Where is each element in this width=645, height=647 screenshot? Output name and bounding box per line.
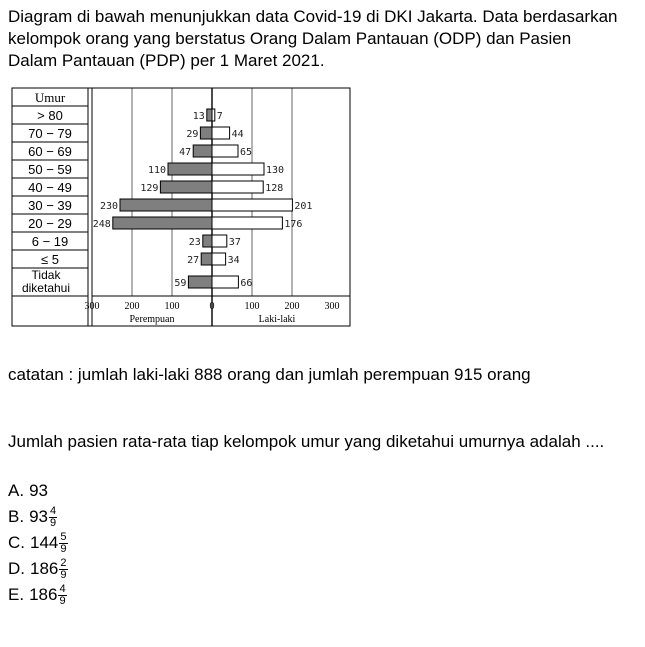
option-fraction xyxy=(58,584,66,607)
value-label-laki-laki: 66 xyxy=(240,278,253,289)
value-label-laki-laki: 34 xyxy=(227,255,240,266)
value-label-perempuan: 129 xyxy=(140,183,159,194)
fraction-numerator: 5 xyxy=(60,530,67,543)
intro-line-3: Dalam Pantauan (PDP) per 1 Maret 2021. xyxy=(8,51,325,70)
bar-laki-laki xyxy=(212,253,226,265)
fraction-denominator: 9 xyxy=(60,568,67,581)
x-tick-label: 100 xyxy=(164,301,180,312)
bar-perempuan xyxy=(207,109,212,121)
intro-line-2: kelompok orang yang berstatus Orang Dalam Pantauan (ODP) dan Pasien xyxy=(8,29,572,48)
option-b[interactable] xyxy=(8,504,68,530)
option-letter: B. xyxy=(8,507,25,526)
fraction-numerator: 2 xyxy=(60,556,67,569)
bar-perempuan xyxy=(193,145,212,157)
value-label-laki-laki: 7 xyxy=(216,111,223,122)
bar-perempuan xyxy=(160,181,212,193)
option-fraction xyxy=(59,558,67,581)
value-label-laki-laki: 65 xyxy=(240,147,253,158)
category-label: 40 − 49 xyxy=(28,180,72,195)
bar-laki-laki xyxy=(212,276,238,288)
category-header: Umur xyxy=(34,90,66,105)
value-label-perempuan: 59 xyxy=(174,278,187,289)
value-label-laki-laki: 176 xyxy=(284,219,303,230)
category-label: ≤ 5 xyxy=(41,252,59,267)
bar-laki-laki xyxy=(212,235,227,247)
bar-perempuan xyxy=(201,253,212,265)
x-tick-label: 0 xyxy=(209,301,215,312)
bar-perempuan xyxy=(168,163,212,175)
category-label: 50 − 59 xyxy=(28,162,72,177)
bar-perempuan xyxy=(113,217,212,229)
option-whole: 93 xyxy=(29,481,48,500)
x-tick-label: 100 xyxy=(244,301,260,312)
bar-perempuan xyxy=(200,127,212,139)
x-tick-label: 200 xyxy=(284,301,300,312)
value-label-perempuan: 248 xyxy=(92,219,111,230)
option-a[interactable] xyxy=(8,478,68,504)
category-label: > 80 xyxy=(37,108,63,123)
intro-line-1: Diagram di bawah menunjukkan data Covid-19 di DKI Jakarta. Data berdasarkan xyxy=(8,7,618,26)
value-label-perempuan: 27 xyxy=(187,255,200,266)
answer-options xyxy=(8,478,68,608)
option-e[interactable] xyxy=(8,582,68,608)
x-tick-label: 200 xyxy=(124,301,140,312)
option-fraction xyxy=(59,532,67,555)
value-label-perempuan: 230 xyxy=(99,201,118,212)
option-letter: C. xyxy=(8,533,25,552)
option-whole: 144 xyxy=(30,533,59,552)
fraction-numerator: 4 xyxy=(59,582,66,595)
option-c[interactable] xyxy=(8,530,68,556)
value-label-laki-laki: 128 xyxy=(265,183,284,194)
bar-laki-laki xyxy=(212,181,263,193)
x-axis-title-laki-laki: Laki-laki xyxy=(258,314,296,325)
value-label-perempuan: 47 xyxy=(179,147,192,158)
option-letter: A. xyxy=(8,481,25,500)
value-label-laki-laki: 37 xyxy=(228,237,241,248)
value-label-perempuan: 29 xyxy=(186,129,199,140)
option-letter: D. xyxy=(8,559,25,578)
value-label-laki-laki: 130 xyxy=(266,165,285,176)
x-tick-label: 300 xyxy=(324,301,340,312)
category-label: 30 − 39 xyxy=(28,198,72,213)
category-label: Tidak xyxy=(31,268,61,282)
fraction-numerator: 4 xyxy=(49,504,57,517)
category-label: 60 − 69 xyxy=(28,144,72,159)
option-whole: 93 xyxy=(29,507,48,526)
bar-laki-laki xyxy=(212,109,215,121)
value-label-perempuan: 110 xyxy=(147,165,166,176)
value-label-laki-laki: 44 xyxy=(231,129,244,140)
question-text: Jumlah pasien rata-rata tiap kelompok umur yang diketahui umurnya adalah .... xyxy=(8,432,605,451)
x-axis-title-perempuan: Perempuan xyxy=(129,314,175,325)
value-label-perempuan: 23 xyxy=(188,237,201,248)
bar-perempuan xyxy=(203,235,212,247)
category-label: 20 − 29 xyxy=(28,216,72,231)
bar-perempuan xyxy=(188,276,212,288)
option-fraction xyxy=(49,506,57,529)
x-tick-label: 300 xyxy=(84,301,100,312)
bar-laki-laki xyxy=(212,163,264,175)
option-d[interactable] xyxy=(8,556,68,582)
category-label: 6 − 19 xyxy=(31,234,69,249)
value-label-perempuan: 13 xyxy=(192,111,205,122)
option-letter: E. xyxy=(8,585,25,604)
bar-laki-laki xyxy=(212,145,238,157)
fraction-denominator: 9 xyxy=(60,542,67,555)
category-label: diketahui xyxy=(21,281,71,295)
option-whole: 186 xyxy=(30,559,59,578)
bar-laki-laki xyxy=(212,127,230,139)
category-label: 70 − 79 xyxy=(28,126,72,141)
option-whole: 186 xyxy=(29,585,58,604)
chart-note: catatan : jumlah laki-laki 888 orang dan jumlah perempuan 915 orang xyxy=(8,365,531,384)
bar-perempuan xyxy=(120,199,212,211)
fraction-denominator: 9 xyxy=(59,594,66,607)
fraction-denominator: 9 xyxy=(49,516,57,529)
value-label-laki-laki: 201 xyxy=(294,201,313,212)
bar-laki-laki xyxy=(212,217,282,229)
bar-laki-laki xyxy=(212,199,292,211)
